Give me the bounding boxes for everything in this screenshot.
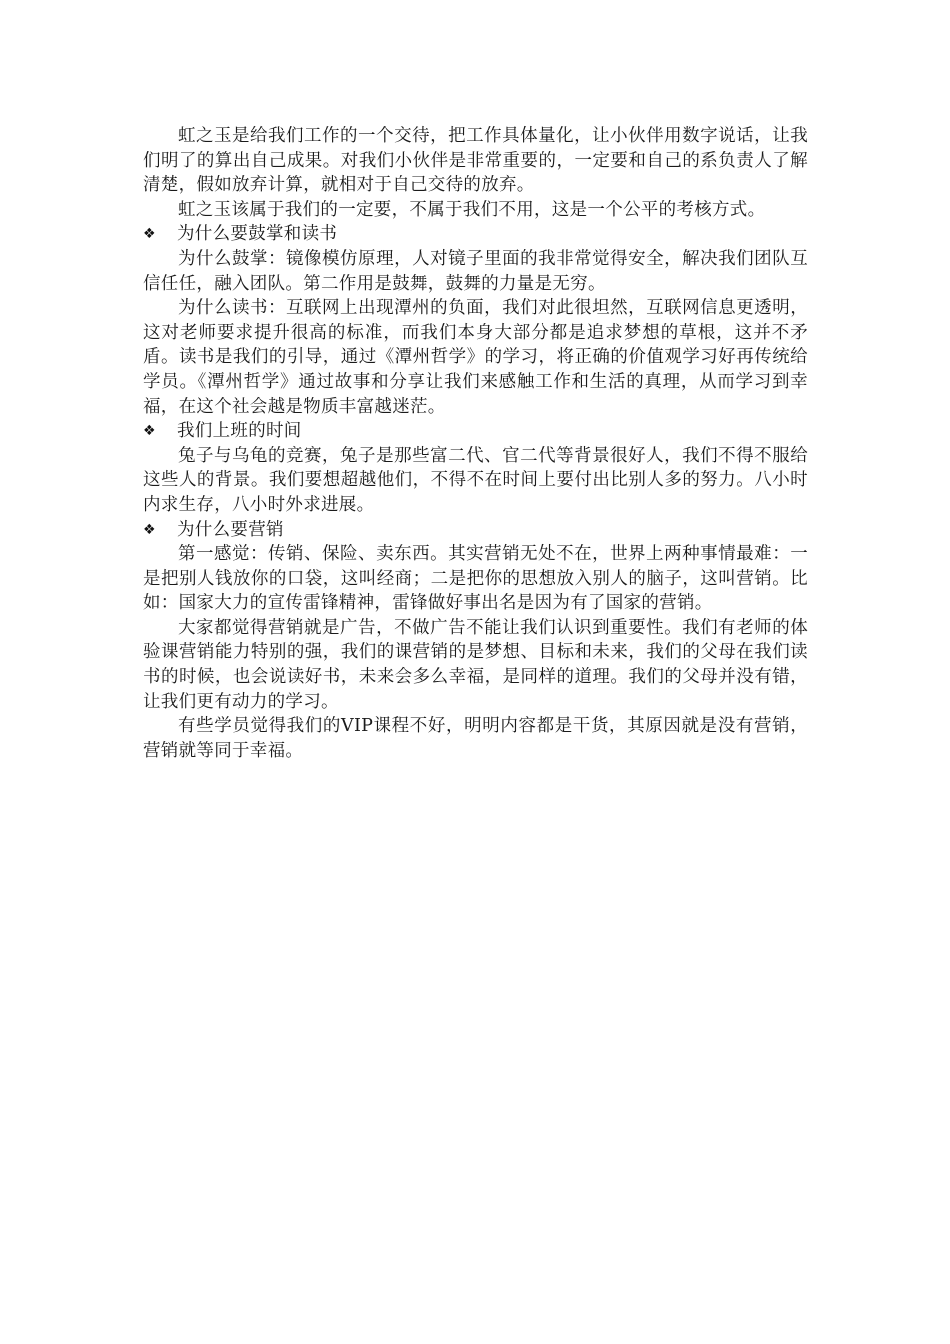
paragraph-vip-course: 有些学员觉得我们的VIP课程不好，明明内容都是干货，其原因就是没有营销，营销就等同于幸福。 [143, 716, 808, 761]
section-heading-text: 为什么要鼓掌和读书 [177, 224, 338, 245]
paragraph-marketing-first-impression: 第一感觉：传销、保险、卖东西。其实营销无处不在，世界上两种事情最难：一是把别人钱放你的口袋，这叫经商；二是把你的思想放入别人的脑子，这叫营销。比如：国家大力的宣传雷锋精神，雷锋做好事出名是因为有了国家的营销。 [143, 544, 808, 614]
paragraph-why-applause: 为什么鼓掌：镜像模仿原理，人对镜子里面的我非常觉得安全，解决我们团队互信任任，融入团队。第二作用是鼓舞，鼓舞的力量是无穷。 [143, 248, 808, 294]
section-heading-applause-reading [143, 222, 808, 247]
paragraph-marketing-advertising: 大家都觉得营销就是广告，不做广告不能让我们认识到重要性。我们有老师的体验课营销能力特别的强，我们的课营销的是梦想、目标和未来，我们的父母在我们读书的时候，也会说读好书，未来会多么幸福，是同样的道理。我们的父母并没有错，让我们更有动力的学习。 [143, 617, 808, 712]
diamond-bullet-icon: ❖ [143, 521, 156, 538]
document-body [143, 124, 808, 763]
section-heading-marketing [143, 518, 808, 543]
paragraph-rainbow-jade-purpose: 虹之玉是给我们工作的一个交待，把工作具体量化，让小伙伴用数字说话，让我们明了的算出自己成果。对我们小伙伴是非常重要的，一定要和自己的系负责人了解清楚，假如放弃计算，就相对于自己交待的放弃。 [143, 126, 808, 196]
section-heading-text: 为什么要营销 [177, 519, 284, 540]
paragraph-tortoise-hare: 兔子与乌龟的竞赛，兔子是那些富二代、官二代等背景很好人，我们不得不服给这些人的背景。我们要想超越他们，不得不在时间上要付出比别人多的努力。八小时内求生存，八小时外求进展。 [143, 445, 808, 515]
diamond-bullet-icon: ❖ [143, 423, 156, 440]
section-heading-work-time [143, 419, 808, 444]
paragraph-why-reading: 为什么读书：互联网上出现潭州的负面，我们对此很坦然，互联网信息更透明，这对老师要求提升很高的标准，而我们本身大部分都是追求梦想的草根，这并不矛盾。读书是我们的引导，通过《潭州哲学》的学习，将正确的价值观学习好再传统给学员。《潭州哲学》通过故事和分享让我们来感触工作和生活的真理，从而学习到幸福，在这个社会越是物质丰富越迷茫。 [143, 298, 808, 417]
section-heading-text: 我们上班的时间 [177, 421, 302, 442]
diamond-bullet-icon: ❖ [143, 226, 156, 243]
paragraph-rainbow-jade-fairness: 虹之玉该属于我们的一定要，不属于我们不用，这是一个公平的考核方式。 [178, 199, 766, 220]
